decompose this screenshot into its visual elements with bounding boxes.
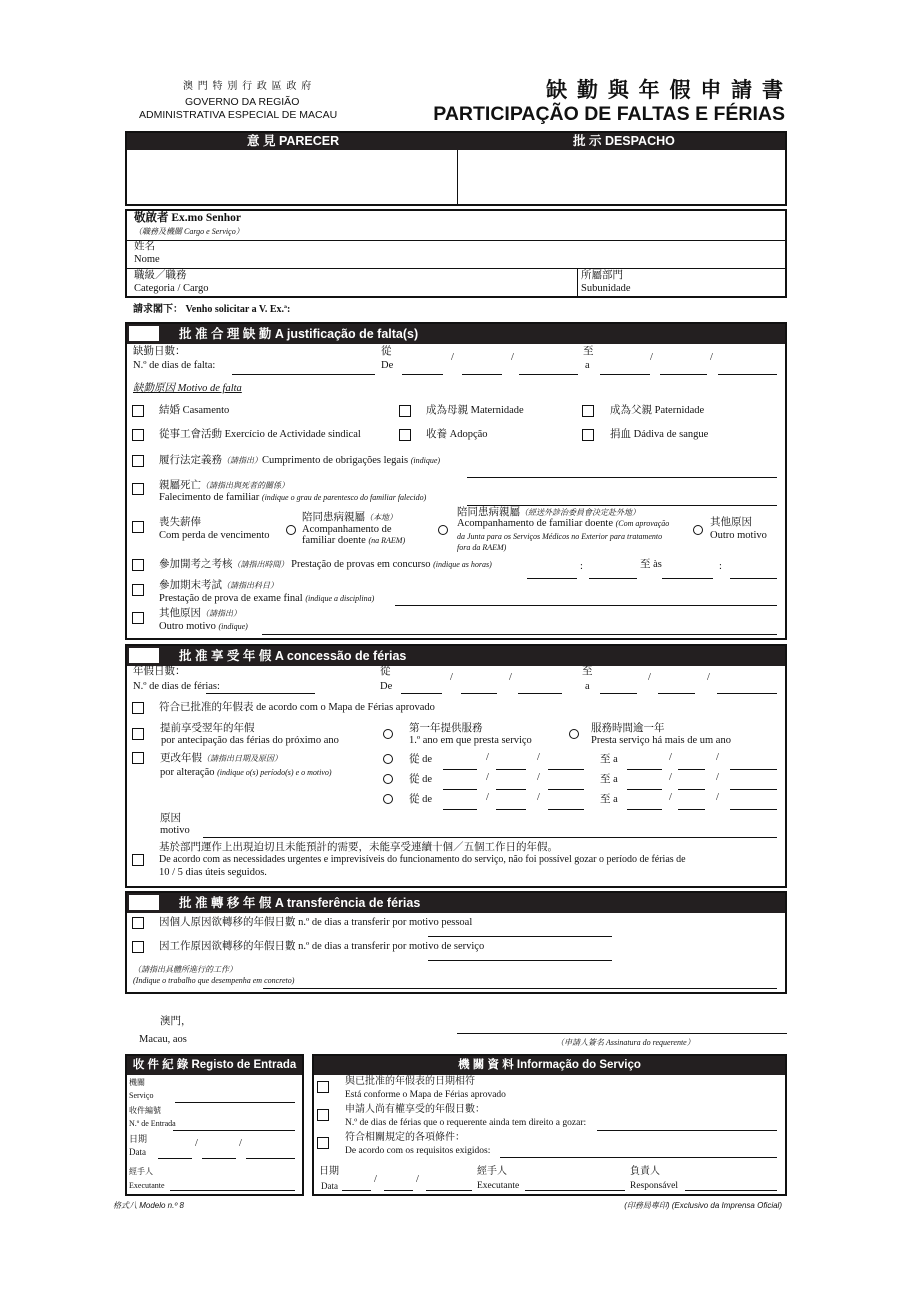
- date-slash: /: [669, 792, 672, 803]
- registo-exec-zh: 經手人: [129, 1167, 153, 1176]
- period-from-month[interactable]: [496, 809, 526, 810]
- mapa-label: 符合已批准的年假表 de acordo com o Mapa de Férias aprovado: [159, 702, 435, 713]
- adopcao-checkbox[interactable]: [399, 429, 411, 441]
- period-from-label: 從 de: [409, 794, 433, 805]
- from-label-zh: 從: [380, 666, 391, 677]
- from-month-input[interactable]: [462, 374, 502, 375]
- ferias-header: [127, 646, 785, 666]
- registo-servico-input[interactable]: [175, 1102, 295, 1103]
- period-from-month[interactable]: [496, 789, 526, 790]
- date-slash: /: [650, 352, 653, 363]
- info-year-input[interactable]: [426, 1190, 472, 1191]
- absence-days-input[interactable]: [232, 374, 375, 375]
- registo-entrada-input[interactable]: [173, 1130, 295, 1131]
- date-slash: /: [509, 672, 512, 683]
- section-checkbox-area[interactable]: [129, 895, 159, 910]
- info-header: [314, 1056, 785, 1075]
- date-slash: /: [537, 792, 540, 803]
- signature-caption: （申請人簽名 Assinatura do requerente）: [556, 1038, 695, 1047]
- concurso-from-minute[interactable]: [589, 578, 637, 579]
- acomp-ext-ind2: da Junta para os Serviços Médicos no Exterior para tratamento: [457, 532, 663, 541]
- registo-servico-zh: 機關: [129, 1078, 145, 1087]
- registo-entrada-zh: 收件編號: [129, 1106, 161, 1115]
- info-conforme-checkbox[interactable]: [317, 1081, 329, 1093]
- urgent-label-pt2: 10 / 5 dias úteis seguidos.: [159, 867, 267, 878]
- registo-data-zh: 日期: [129, 1134, 148, 1144]
- date-slash: /: [716, 772, 719, 783]
- to-label-pt: a: [585, 360, 590, 371]
- category-label-zh: 職級／職務: [134, 270, 187, 281]
- ferias-days-label-pt: N.º de dias de férias:: [133, 681, 220, 692]
- period-from-month[interactable]: [496, 769, 526, 770]
- from-year-input[interactable]: [518, 693, 562, 694]
- info-conforme-pt: Está conforme o Mapa de Férias aprovado: [345, 1090, 506, 1100]
- to-year-input[interactable]: [718, 374, 777, 375]
- ferias-days-input[interactable]: [206, 693, 315, 694]
- legais-label: 履行法定義務（請指出）Cumprimento de obrigações legais (indique): [159, 455, 441, 466]
- date-slash: /: [486, 792, 489, 803]
- alteracao-checkbox[interactable]: [132, 752, 144, 764]
- from-label-pt: De: [380, 681, 393, 692]
- date-slash: /: [537, 772, 540, 783]
- reason-heading: 缺勤原因 Motivo de falta: [133, 383, 242, 394]
- from-year-input[interactable]: [519, 374, 578, 375]
- date-slash: /: [537, 752, 540, 763]
- date-slash: /: [710, 352, 713, 363]
- registo-exec-input[interactable]: [170, 1190, 295, 1191]
- period-to-month[interactable]: [678, 809, 705, 810]
- acomp-local-pt1: Acompanhamento de: [302, 524, 392, 535]
- info-exec-zh: 經手人: [477, 1166, 507, 1177]
- registo-exec-pt: Executante: [129, 1181, 165, 1190]
- motivo-label-pt: motivo: [160, 825, 190, 836]
- absence-days-label-pt: N.º de dias de falta:: [133, 360, 216, 371]
- alteracao-pt: por alteração (indique o(s) período(s) e o motivo): [160, 767, 332, 778]
- perda-label-pt: Com perda de vencimento: [159, 530, 270, 541]
- outro-input[interactable]: [262, 634, 777, 635]
- registo-year-input[interactable]: [246, 1158, 295, 1159]
- registo-month-input[interactable]: [202, 1158, 236, 1159]
- request-intro: 請求閣下： Venho solicitar a V. Ex.ª:: [133, 304, 291, 315]
- to-label-zh: 至: [582, 666, 593, 677]
- concurso-checkbox[interactable]: [132, 559, 144, 571]
- to-day-input[interactable]: [600, 693, 637, 694]
- falecimento-checkbox[interactable]: [132, 483, 144, 495]
- to-day-input[interactable]: [600, 374, 650, 375]
- period-from-day[interactable]: [443, 769, 477, 770]
- exame-input[interactable]: [395, 605, 777, 606]
- period-to-year[interactable]: [730, 809, 777, 810]
- maternidade-label: 成為母親 Maternidade: [426, 405, 524, 416]
- info-req-input[interactable]: [500, 1157, 777, 1158]
- date-slash: /: [707, 672, 710, 683]
- date-slash: /: [716, 792, 719, 803]
- despacho-label: 批 示 DESPACHO: [573, 134, 675, 148]
- to-as-label: 至 às: [640, 559, 662, 570]
- date-slash: /: [450, 672, 453, 683]
- from-label-pt: De: [381, 360, 394, 371]
- parecer-label: 意 見 PARECER: [247, 134, 340, 148]
- info-exec-input[interactable]: [525, 1190, 625, 1191]
- date-slash: /: [669, 772, 672, 783]
- acomp-local-radio[interactable]: [286, 525, 296, 535]
- acomp-ext-ind3: fora da RAEM): [457, 543, 507, 552]
- justification-title: 批 准 合 理 缺 勤 A justificação de falta(s): [179, 327, 419, 341]
- cargo-label: （職務及機關 Cargo e Serviço）: [134, 227, 244, 236]
- category-label-pt: Categoria / Cargo: [134, 283, 209, 294]
- section-checkbox-area[interactable]: [129, 326, 159, 341]
- sangue-checkbox[interactable]: [582, 429, 594, 441]
- concurso-to-minute[interactable]: [730, 578, 777, 579]
- info-dias-zh: 申請人尚有權享受的年假日數：: [345, 1104, 485, 1115]
- primeiro-ano-radio[interactable]: [383, 729, 393, 739]
- name-field[interactable]: [180, 242, 780, 266]
- place-label-zh: 澳門，: [160, 1016, 192, 1027]
- transfer-work-input[interactable]: [263, 988, 777, 989]
- exame-checkbox[interactable]: [132, 584, 144, 596]
- info-req-pt: De acordo com os requisitos exigidos:: [345, 1146, 491, 1156]
- registo-day-input[interactable]: [158, 1158, 192, 1159]
- sangue-label: 捐血 Dádiva de sangue: [610, 429, 709, 440]
- concurso-from-hour[interactable]: [527, 578, 577, 579]
- casamento-checkbox[interactable]: [132, 405, 144, 417]
- to-month-input[interactable]: [658, 693, 695, 694]
- mais-ano-pt: Presta serviço há mais de um ano: [591, 735, 731, 746]
- period-from-day[interactable]: [443, 789, 477, 790]
- outro-motivo-pt: Outro motivo: [710, 530, 767, 541]
- date-slash: /: [669, 752, 672, 763]
- from-day-input[interactable]: [402, 374, 443, 375]
- transfer-pessoal-label: 因個人原因欲轉移的年假日數 n.º de dias a transferir por motivo pessoal: [159, 917, 473, 928]
- gov-name-pt-1: GOVERNO DA REGIÃO: [185, 96, 300, 108]
- urgent-label-pt1: De acordo com as necessidades urgentes e imprevisíveis do funcionamento do serviço, não foi possível gozar o período de férias de: [159, 854, 686, 865]
- urgent-label-zh: 基於部門運作上出現迫切且未能預計的需要，未能享受連續十個／五個工作日的年假。: [159, 842, 558, 853]
- exame-label-zh: 參加期末考試（請指出科目）: [159, 580, 278, 591]
- transfer-title: 批 准 轉 移 年 假 A transferência de férias: [179, 896, 421, 910]
- info-title: 機 關 資 料 Informação do Serviço: [458, 1059, 641, 1071]
- transfer-pessoal-checkbox[interactable]: [132, 917, 144, 929]
- period-to-year[interactable]: [730, 789, 777, 790]
- casamento-label: 結婚 Casamento: [159, 405, 230, 416]
- acomp-ext-zh: 陪同患病親屬（經送外診治委員會決定赴外地）: [457, 507, 640, 518]
- info-data-pt: Data: [321, 1181, 338, 1191]
- info-req-zh: 符合相關規定的各項條件：: [345, 1132, 465, 1143]
- perda-label-zh: 喪失薪俸: [159, 517, 201, 528]
- subunit-field[interactable]: [640, 270, 780, 295]
- to-label-pt: a: [585, 681, 590, 692]
- period-from-year[interactable]: [548, 789, 584, 790]
- period-from-label: 從 de: [409, 754, 433, 765]
- info-conforme-zh: 與已批准的年假表的日期相符: [345, 1076, 475, 1087]
- info-resp-pt: Responsável: [630, 1181, 679, 1191]
- ferias-title: 批 准 享 受 年 假 A concessão de férias: [179, 649, 407, 663]
- exame-label-pt: Prestação de prova de exame final (indique a disciplina): [159, 593, 375, 604]
- primeiro-ano-pt: 1.º ano em que presta serviço: [409, 735, 532, 746]
- date-slash: /: [195, 1138, 198, 1149]
- info-dias-pt: N.º de dias de férias que o requerente ainda tem direito a gozar:: [345, 1118, 587, 1128]
- absence-days-label-zh: 缺勤日數：: [133, 346, 186, 357]
- parecer-field[interactable]: [127, 150, 457, 206]
- registo-data-pt: Data: [129, 1147, 146, 1157]
- falecimento-label-pt: Falecimento de familiar (indique o grau de parentesco do familiar falecido): [159, 492, 427, 503]
- period-radio[interactable]: [383, 754, 393, 764]
- date-slash: /: [486, 752, 489, 763]
- period-to-day[interactable]: [627, 789, 662, 790]
- transfer-hint-zh: （請指出具體所進行的工作）: [133, 965, 237, 974]
- sindical-checkbox[interactable]: [132, 429, 144, 441]
- outro-motivo-zh: 其他原因: [710, 517, 752, 528]
- concurso-to-hour[interactable]: [662, 578, 713, 579]
- period-radio[interactable]: [383, 774, 393, 784]
- motivo-label-zh: 原因: [160, 813, 181, 824]
- adopcao-label: 收養 Adopção: [426, 429, 488, 440]
- to-month-input[interactable]: [660, 374, 707, 375]
- antecipacao-checkbox[interactable]: [132, 728, 144, 740]
- info-exec-pt: Executante: [477, 1181, 520, 1191]
- category-field[interactable]: [250, 270, 570, 295]
- info-day-input[interactable]: [342, 1190, 371, 1191]
- imprensa-note: (印務局專印) (Exclusivo da Imprensa Oficial): [624, 1201, 782, 1210]
- title-pt: PARTICIPAÇÃO DE FALTAS E FÉRIAS: [433, 103, 785, 125]
- transfer-pessoal-input[interactable]: [428, 936, 612, 937]
- title-zh: 缺 勤 與 年 假 申 請 書: [546, 79, 785, 102]
- alteracao-zh: 更改年假（請指出日期及原因）: [160, 753, 282, 764]
- antecipacao-pt: por antecipação das férias do próximo ano: [161, 735, 339, 746]
- urgent-checkbox[interactable]: [132, 854, 144, 866]
- parecer-despacho-header: [127, 133, 785, 150]
- period-from-day[interactable]: [443, 809, 477, 810]
- divider: [127, 268, 785, 269]
- date-slash: /: [716, 752, 719, 763]
- info-req-checkbox[interactable]: [317, 1137, 329, 1149]
- date-slash: /: [416, 1174, 419, 1185]
- period-from-label: 從 de: [409, 774, 433, 785]
- date-slash: /: [374, 1174, 377, 1185]
- paternidade-checkbox[interactable]: [582, 405, 594, 417]
- date-slash: /: [239, 1138, 242, 1149]
- period-to-year[interactable]: [730, 769, 777, 770]
- subunit-label-pt: Subunidade: [581, 283, 631, 294]
- legais-input[interactable]: [467, 477, 777, 478]
- name-label-pt: Nome: [134, 254, 160, 265]
- maternidade-checkbox[interactable]: [399, 405, 411, 417]
- registo-entrada-pt: N.º de Entrada: [129, 1119, 176, 1128]
- falecimento-input[interactable]: [467, 505, 777, 506]
- registo-title: 收 件 紀 錄 Registo de Entrada: [132, 1059, 297, 1071]
- time-colon: :: [580, 561, 583, 572]
- period-to-label: 至 a: [600, 774, 618, 785]
- period-from-year[interactable]: [548, 769, 584, 770]
- from-label-zh: 從: [381, 346, 392, 357]
- mapa-checkbox[interactable]: [132, 702, 144, 714]
- period-to-label: 至 a: [600, 754, 618, 765]
- date-slash: /: [486, 772, 489, 783]
- justification-header: [127, 324, 785, 344]
- transfer-servico-label: 因工作原因欲轉移的年假日數 n.º de dias a transferir por motivo de serviço: [159, 941, 485, 952]
- parecer-despacho-box: [125, 131, 787, 206]
- registo-header: [127, 1056, 302, 1075]
- model-number: 格式八 Modelo n.º 8: [113, 1201, 184, 1210]
- to-year-input[interactable]: [717, 693, 777, 694]
- transfer-servico-input[interactable]: [428, 960, 612, 961]
- info-resp-input[interactable]: [685, 1190, 777, 1191]
- period-to-month[interactable]: [678, 789, 705, 790]
- transfer-hint-pt: (Indique o trabalho que desempenha em concreto): [133, 976, 295, 985]
- outro-label-pt: Outro motivo (indique): [159, 621, 248, 632]
- acomp-local-zh: 陪同患病親屬（本地）: [302, 512, 397, 523]
- period-radio[interactable]: [383, 794, 393, 804]
- outro-label-zh: 其他原因（請指出）: [159, 608, 241, 619]
- perda-checkbox[interactable]: [132, 521, 144, 533]
- divider: [127, 240, 785, 241]
- outro-checkbox[interactable]: [132, 612, 144, 624]
- paternidade-label: 成為父親 Paternidade: [610, 405, 705, 416]
- falecimento-label-zh: 親屬死亡（請指出與死者的關係）: [159, 480, 289, 491]
- divider: [577, 268, 578, 298]
- transfer-header: [127, 893, 785, 913]
- info-dias-checkbox[interactable]: [317, 1109, 329, 1121]
- to-label-zh: 至: [583, 346, 594, 357]
- period-to-day[interactable]: [627, 809, 662, 810]
- period-to-day[interactable]: [627, 769, 662, 770]
- info-month-input[interactable]: [384, 1190, 413, 1191]
- sindical-label: 從事工會活動 Exercício de Actividade sindical: [159, 429, 361, 440]
- primeiro-ano-zh: 第一年提供服務: [409, 723, 483, 734]
- acomp-local-pt2: familiar doente (na RAEM): [302, 535, 406, 546]
- motivo-input[interactable]: [203, 837, 777, 838]
- period-to-month[interactable]: [678, 769, 705, 770]
- signature-line[interactable]: [457, 1033, 787, 1034]
- transfer-servico-checkbox[interactable]: [132, 941, 144, 953]
- acomp-ext-radio[interactable]: [438, 525, 448, 535]
- date-slash: /: [511, 352, 514, 363]
- info-dias-input[interactable]: [597, 1130, 777, 1131]
- concurso-label: 參加開考之考核（請指出時間） Prestação de provas em concurso (indique as horas): [159, 559, 492, 570]
- gov-name-zh: 澳 門 特 別 行 政 區 政 府: [183, 81, 313, 92]
- time-colon: :: [719, 561, 722, 572]
- gov-name-pt-2: ADMINISTRATIVA ESPECIAL DE MACAU: [139, 109, 338, 121]
- period-from-year[interactable]: [548, 809, 584, 810]
- name-label-zh: 姓名: [134, 241, 155, 252]
- antecipacao-zh: 提前享受翌年的年假: [160, 723, 255, 734]
- acomp-ext-pt: Acompanhamento de familiar doente (Com aprovação: [457, 518, 670, 529]
- place-label-pt: Macau, aos: [139, 1034, 187, 1045]
- section-checkbox-area[interactable]: [129, 648, 159, 663]
- divider: [457, 150, 458, 206]
- period-to-label: 至 a: [600, 794, 618, 805]
- legais-checkbox[interactable]: [132, 455, 144, 467]
- cargo-field[interactable]: [300, 212, 780, 238]
- mais-ano-zh: 服務時間逾一年: [591, 723, 665, 734]
- subunit-label-zh: 所屬部門: [581, 270, 623, 281]
- info-resp-zh: 負責人: [630, 1166, 660, 1177]
- ferias-days-label-zh: 年假日數：: [133, 666, 186, 677]
- salutation: 敬啟者 Ex.mo Senhor: [134, 212, 242, 224]
- date-slash: /: [648, 672, 651, 683]
- from-month-input[interactable]: [461, 693, 497, 694]
- date-slash: /: [451, 352, 454, 363]
- despacho-field[interactable]: [459, 150, 785, 206]
- info-data-zh: 日期: [319, 1166, 339, 1177]
- outro-motivo-radio[interactable]: [693, 525, 703, 535]
- from-day-input[interactable]: [401, 693, 442, 694]
- registo-servico-pt: Serviço: [129, 1091, 154, 1100]
- mais-ano-radio[interactable]: [569, 729, 579, 739]
